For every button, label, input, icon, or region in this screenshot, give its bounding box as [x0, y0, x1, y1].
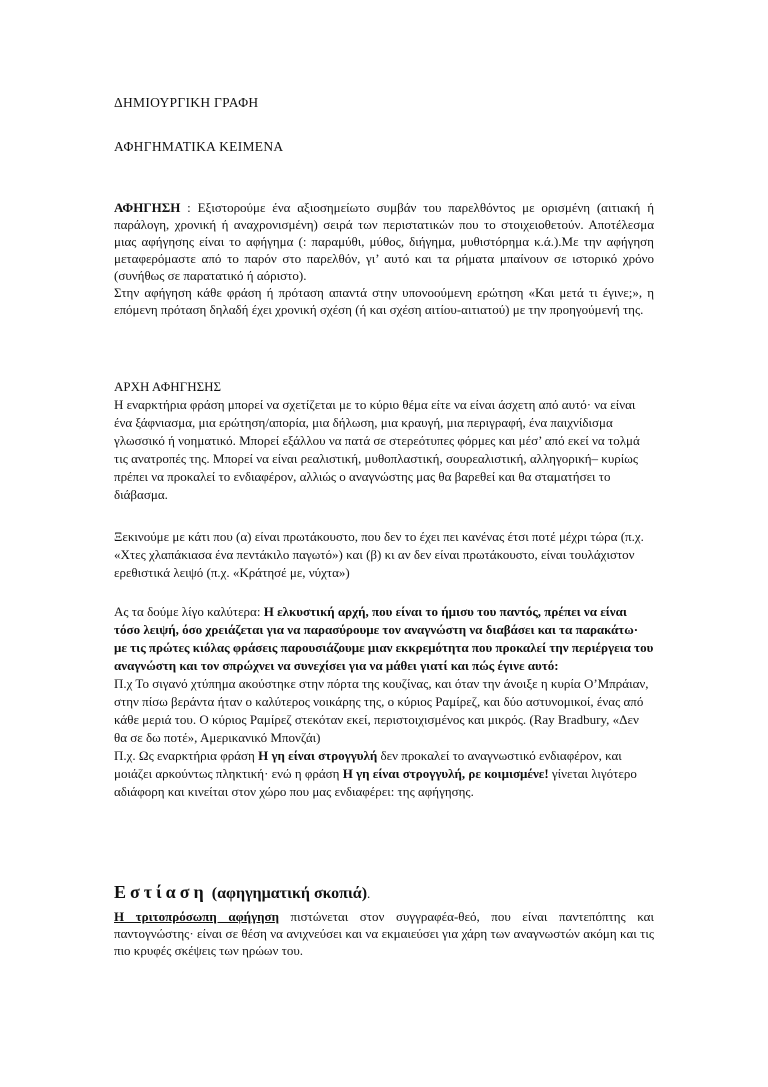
- document-subtitle: ΑΦΗΓΗΜΑΤΙΚΑ ΚΕΙΜΕΝΑ: [114, 139, 284, 154]
- opening-paragraph-2: Ξεκινούμε με κάτι που (α) είναι πρωτάκουστο, που δεν το έχει πει κανένας έτσι ποτέ μέχρι τώρα (π.χ. «Χτες χλαπάκιασα ένα πεντάκιλο παγωτό») και (β) κι αν δεν είναι πρωτάκουστο, είναι τουλάχιστον ερεθιστικά λειψό (π.χ. «Κράτησέ με, νύχτα»): [114, 529, 644, 580]
- closer-example-2: Π.χ. Ως εναρκτήρια φράση Η γη είναι στρογγυλή δεν προκαλεί το αναγνωστικό ενδιαφέρον, και μοιάζει αρκούντως πληκτική· ενώ η φράση Η γη είναι στρογγυλή, ρε κοιμισμένε! γίνεται λιγότερο αδιάφορη και κινείται στον χώρο που μας ενδιαφέρει: της αφήγησης.: [114, 748, 637, 799]
- narration-definition: ΑΦΗΓΗΣΗ : Εξιστορούμε ένα αξιοσημείωτο συμβάν του παρελθόντος με ορισμένη (αιτιακή ή παράλογη, χρονική ή αναχρονισμένη) σειρά των περιστατικών που το στοιχειοθετούν. Αποτέλεσμα μιας αφήγησης είναι το αφήγημα (: παραμύθι, μύθος, διήγημα, μυθιστόρημα κ.ά.).Με την αφήγηση μεταφερόμαστε από το παρόν στο παρελθόν, γι’ αυτό και τα ρήματα μπαίνουν σε ιστορικό χρόνο (συνήθως σε παρατατικό ή αόριστο).: [114, 200, 654, 283]
- closer-example-1: Π.χ Το σιγανό χτύπημα ακούστηκε στην πόρτα της κουζίνας, και όταν την άνοιξε η κυρία Ο’Μπράιαν, στην πίσω βεράντα ήταν ο καλύτερος νοικάρης της, ο κύριος Ραμίρεζ, και δύο αστυνομικοί, ένας από κάθε μεριά του. Ο κύριος Ραμίρεζ στεκόταν εκεί, περιστοιχισμένος και μικρός. (Ray Bradbury, «Δεν θα σε δω ποτέ», Αμερικανικό Μπονζάι): [114, 676, 649, 745]
- narration-term: ΑΦΗΓΗΣΗ: [114, 200, 181, 215]
- closer-lead: Ας τα δούμε λίγο καλύτερα: Η ελκυστική αρχή, που είναι το ήμισυ του παντός, πρέπει να είναι τόσο λειψή, όσο χρειάζεται για να παρασύρουμε τον αναγνώστη να διαβάσει και τα παρακάτω· με τις πρώτες κιόλας φράσεις παρουσιάζουμε μιαν εκκρεμότητα που προκαλεί την περιέργεια του αναγνώστη και τον σπρώχνει να συνεχίσει για να μάθει γιατί και πώς έγινε αυτό:: [114, 604, 654, 673]
- opening-heading: ΑΡΧΗ ΑΦΗΓΗΣΗΣ: [114, 379, 222, 394]
- closer-bold-text: Η ελκυστική αρχή, που είναι το ήμισυ του παντός, πρέπει να είναι τόσο λειψή, όσο χρειάζεται για να παρασύρουμε τον αναγνώστη να διαβάσει και τα παρακάτω· με τις πρώτες κιόλας φράσεις παρουσιάζουμε μιαν εκκρεμότητα που προκαλεί την περιέργεια του αναγνώστη και τον σπρώχνει να συνεχίσει για να μάθει γιατί και πώς έγινε αυτό:: [114, 604, 654, 673]
- opening-section: [114, 378, 654, 504]
- narration-section: [114, 199, 654, 318]
- opening-paragraph-1: Η εναρκτήρια φράση μπορεί να σχετίζεται με το κύριο θέμα είτε να είναι άσχετη από αυτό· να είναι ένα ξάφνιασμα, μια ερώτηση/απορία, μια δήλωση, μια κραυγή, μια περιγραφή, ένα παιχνίδισμα γλωσσικό ή νοηματικό. Μπορεί εξάλλου να πατά σε στερεότυπες φόρμες και μέσ’ από εκεί να τολμά τις ανατροπές της. Μπορεί να είναι ρεαλιστική, μυθοπλαστική, σουρεαλιστική, αλληγορική– κυρίως πρέπει να προκαλεί το ενδιαφέρον, αλλιώς ο αναγνώστης μας θα βαρεθεί και θα σταματήσει το διάβασμα.: [114, 397, 640, 502]
- document-title: ΔΗΜΙΟΥΡΓΙΚΗ ΓΡΑΦΗ: [114, 95, 259, 110]
- narration-question-paragraph: Στην αφήγηση κάθε φράση ή πρόταση απαντά στην υπονοούμενη ερώτηση «Και μετά τι έγινε;», η επόμενη πρόταση δηλαδή έχει χρονική σχέση (ή και σχέση αιτίου-αιτιατού) με την προηγούμενή της.: [114, 285, 654, 317]
- focus-paragraph: Η τριτοπρόσωπη αφήγηση πιστώνεται στον συγγραφέα-θεό, που είναι παντεπόπτης και παντογνώστης· είναι σε θέση να ανιχνεύσει και να εκμαιεύσει για χάρη των αναγνωστών ακόμη και τις πιο κρυφές σκέψεις των ηρώων του.: [114, 909, 654, 958]
- focus-term: Η τριτοπρόσωπη αφήγηση: [114, 909, 279, 924]
- focus-lead: Εστίαση: [114, 882, 208, 902]
- closer-section: [114, 603, 654, 801]
- focus-heading: Εστίαση (αφηγηματική σκοπιά).: [114, 882, 371, 902]
